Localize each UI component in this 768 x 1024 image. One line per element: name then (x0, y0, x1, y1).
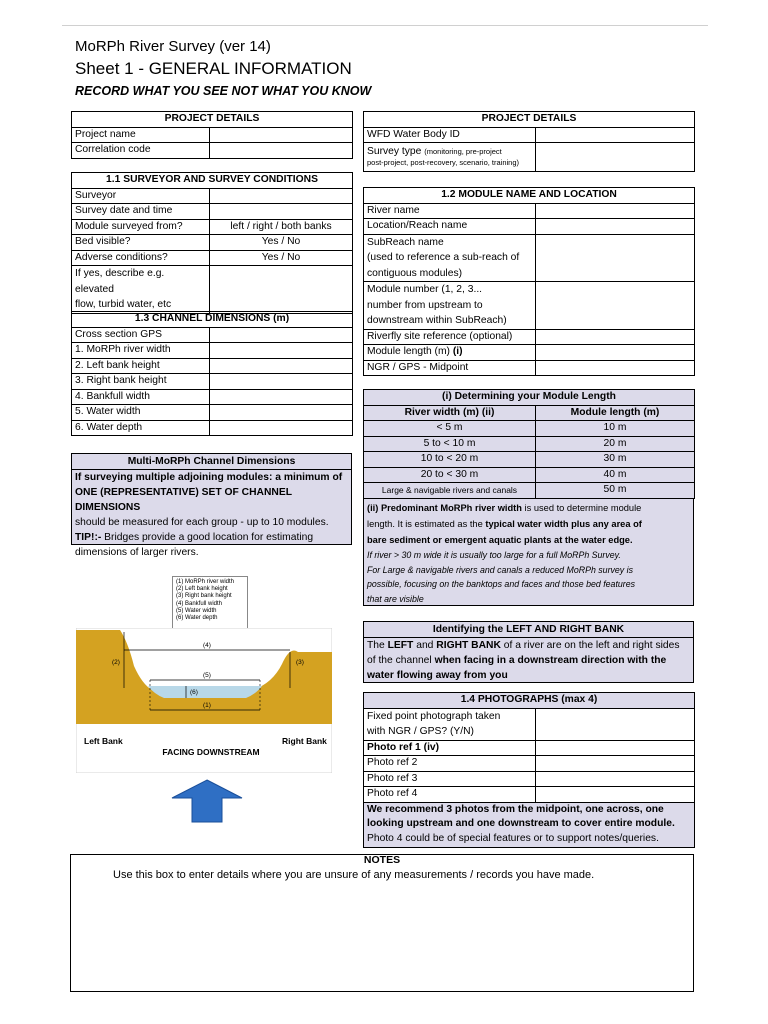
bed-visible-choice[interactable]: Yes / No (210, 235, 353, 251)
module-length-field[interactable] (536, 345, 695, 361)
water-depth-field[interactable] (210, 420, 353, 436)
note-line: bare sediment or emergent aquatic plants at the water edge. (367, 535, 633, 545)
photo-ref-3-field[interactable] (536, 771, 695, 787)
multi-morph-box (71, 453, 352, 558)
legend-item: (1) MoRPh river width (176, 579, 235, 585)
photo-ref-4-field[interactable] (536, 787, 695, 803)
right-bank-height-field[interactable] (210, 374, 353, 390)
diagram-legend (172, 576, 248, 634)
italic-note: If river > 30 m wide it is usually too large for a full MoRPh Survey. For Large & navigable rivers and canals a reduced MoRPh survey is possible, focusing on the banktops and faces and those bed features that are visible (367, 550, 636, 604)
tip-line: TIP!:- Bridges provide a good location for estimating (75, 532, 314, 543)
length-cell: 20 m (536, 436, 695, 452)
note-line: length. It is estimated as the typical water width plus any area of (367, 519, 642, 529)
river-name-field[interactable] (536, 203, 695, 219)
photo-ref-label: Photo ref 4 (364, 787, 536, 803)
label-5: (5) (203, 672, 211, 679)
field-label: Location/Reach name (364, 219, 536, 235)
channel-dimensions-table (71, 311, 353, 436)
field-label: NGR / GPS - Midpoint (364, 360, 536, 376)
subreach-field[interactable] (536, 234, 695, 282)
field-label: Surveyor (72, 188, 210, 204)
identify-banks-box (363, 621, 694, 683)
instruction-banner: RECORD WHAT YOU SEE NOT WHAT YOU KNOW (75, 84, 372, 98)
project-name-field[interactable] (210, 127, 353, 143)
river-width-field[interactable] (210, 343, 353, 359)
left-bank-label: Left Bank (84, 736, 123, 746)
field-label: Adverse conditions? (72, 250, 210, 266)
multi-line: should be measured for each group - up to 10 modules. (75, 517, 329, 528)
bankfull-width-field[interactable] (210, 389, 353, 405)
legend-item: (6) Water depth (176, 615, 218, 622)
column-header: River width (m) (ii) (364, 405, 536, 421)
note-line: (ii) Predominant MoRPh river width is used to determine module (367, 503, 642, 513)
section-title: 1.1 SURVEYOR AND SURVEY CONDITIONS (72, 173, 353, 189)
field-label: 6. Water depth (72, 420, 210, 436)
subreach-label: SubReach name (used to reference a sub-reach of contiguous modules) (364, 234, 536, 282)
field-label: Bed visible? (72, 235, 210, 251)
water-width-field[interactable] (210, 405, 353, 421)
section-title: PROJECT DETAILS (72, 112, 353, 128)
describe-label: If yes, describe e.g. elevated flow, turbid water, etc (72, 266, 210, 314)
field-label: 2. Left bank height (72, 358, 210, 374)
notes-box[interactable] (70, 854, 694, 992)
photo-ref-label: Photo ref 2 (364, 756, 536, 772)
label-6: (6) (190, 689, 198, 696)
legend-item: (3) Right bank height (176, 593, 232, 600)
section-title: Identifying the LEFT AND RIGHT BANK (364, 622, 693, 638)
sheet-title: Sheet 1 - GENERAL INFORMATION (75, 59, 352, 78)
left-bank-height-field[interactable] (210, 358, 353, 374)
water-shape (148, 686, 262, 698)
photo-recommendation: We recommend 3 photos from the midpoint, one across, one looking upstream and one downstream to cover entire module. Photo 4 could be of special features or to support notes/queries. (364, 802, 695, 847)
top-rule (62, 25, 708, 26)
multi-line: ONE (REPRESENTATIVE) SET OF CHANNEL DIMENSIONS (75, 487, 292, 513)
riverfly-field[interactable] (536, 329, 695, 345)
identify-line: water flowing away from you (367, 670, 508, 681)
legend-item: (5) Water width (176, 607, 217, 614)
fixed-point-label: Fixed point photograph taken with NGR / GPS? (Y/N) (364, 708, 536, 740)
multi-line: If surveying multiple adjoining modules: a minimum of (75, 472, 343, 483)
label-3: (3) (296, 659, 304, 666)
wfd-id-field[interactable] (536, 127, 695, 143)
project-details-right (363, 111, 695, 172)
photographs-table (363, 692, 695, 848)
describe-field[interactable] (210, 266, 353, 314)
length-cell: 30 m (536, 452, 695, 468)
project-details-left (71, 111, 353, 159)
width-cell: 10 to < 20 m (364, 452, 536, 468)
section-title: 1.2 MODULE NAME AND LOCATION (364, 188, 695, 204)
cross-section-diagram (76, 628, 332, 773)
field-label: 1. MoRPh river width (72, 343, 210, 359)
surveyor-conditions-table (71, 172, 353, 314)
notes-instruction: Use this box to enter details where you are unsure of any measurements / records you have made. (113, 869, 595, 881)
width-cell: Large & navigable rivers and canals (364, 483, 536, 499)
photo-ref-1-field[interactable] (536, 740, 695, 756)
width-cell: 20 to < 30 m (364, 467, 536, 483)
section-title: PROJECT DETAILS (364, 112, 695, 128)
identify-line: of the channel when facing in a downstream direction with the (367, 655, 667, 666)
module-length-guide (363, 389, 695, 499)
adverse-choice[interactable]: Yes / No (210, 250, 353, 266)
photo-ref-2-field[interactable] (536, 756, 695, 772)
bank-choice[interactable]: left / right / both banks (210, 219, 353, 235)
fixed-point-field[interactable] (536, 708, 695, 740)
surveyor-field[interactable] (210, 188, 353, 204)
survey-type-field[interactable] (536, 143, 695, 172)
section-title: 1.4 PHOTOGRAPHS (max 4) (364, 693, 695, 709)
module-number-field[interactable] (536, 282, 695, 330)
label-4: (4) (203, 642, 211, 649)
field-label: 4. Bankfull width (72, 389, 210, 405)
field-label: Survey date and time (72, 204, 210, 220)
field-label: 5. Water width (72, 405, 210, 421)
width-cell: < 5 m (364, 421, 536, 437)
section-title: 1.3 CHANNEL DIMENSIONS (m) (72, 312, 353, 328)
length-cell: 10 m (536, 421, 695, 437)
field-label: 3. Right bank height (72, 374, 210, 390)
correlation-code-field[interactable] (210, 143, 353, 159)
module-length-notes (363, 498, 694, 606)
legend-item: (4) Bankfull width (176, 600, 223, 607)
field-label: Project name (72, 127, 210, 143)
width-cell: 5 to < 10 m (364, 436, 536, 452)
length-cell: 40 m (536, 467, 695, 483)
survey-title: MoRPh River Survey (ver 14) (75, 38, 271, 55)
photo-ref-label: Photo ref 1 (iv) (364, 740, 536, 756)
field-label: Module surveyed from? (72, 219, 210, 235)
downstream-arrow-icon (170, 778, 244, 824)
ngr-field[interactable] (536, 360, 695, 376)
multi-line: dimensions of larger rivers. (75, 547, 199, 558)
facing-downstream-label: FACING DOWNSTREAM (162, 747, 260, 757)
survey-date-field[interactable] (210, 204, 353, 220)
module-location-table (363, 187, 695, 376)
survey-type-label: Survey type (monitoring, pre-project post-project, post-recovery, scenario, training) (364, 143, 536, 172)
section-title: (i) Determining your Module Length (364, 390, 695, 406)
module-number-label: Module number (1, 2, 3... number from upstream to downstream within SubReach) (364, 282, 536, 330)
identify-line: The LEFT and RIGHT BANK of a river are on the left and right sides (367, 640, 680, 651)
field-label: Riverfly site reference (optional) (364, 329, 536, 345)
field-label: WFD Water Body ID (364, 127, 536, 143)
notes-title: NOTES (363, 854, 401, 866)
location-field[interactable] (536, 219, 695, 235)
legend-item: (2) Left bank height (176, 586, 228, 593)
module-length-label: Module length (m) (i) (364, 345, 536, 361)
field-label: Cross section GPS (72, 327, 210, 343)
label-1: (1) (203, 702, 211, 709)
column-header: Module length (m) (536, 405, 695, 421)
field-label: River name (364, 203, 536, 219)
cross-section-gps-field[interactable] (210, 327, 353, 343)
label-2: (2) (112, 659, 120, 666)
right-bank-label: Right Bank (282, 736, 327, 746)
length-cell: 50 m (536, 483, 695, 499)
field-label: Correlation code (72, 143, 210, 159)
section-title: Multi-MoRPh Channel Dimensions (72, 454, 351, 470)
photo-ref-label: Photo ref 3 (364, 771, 536, 787)
